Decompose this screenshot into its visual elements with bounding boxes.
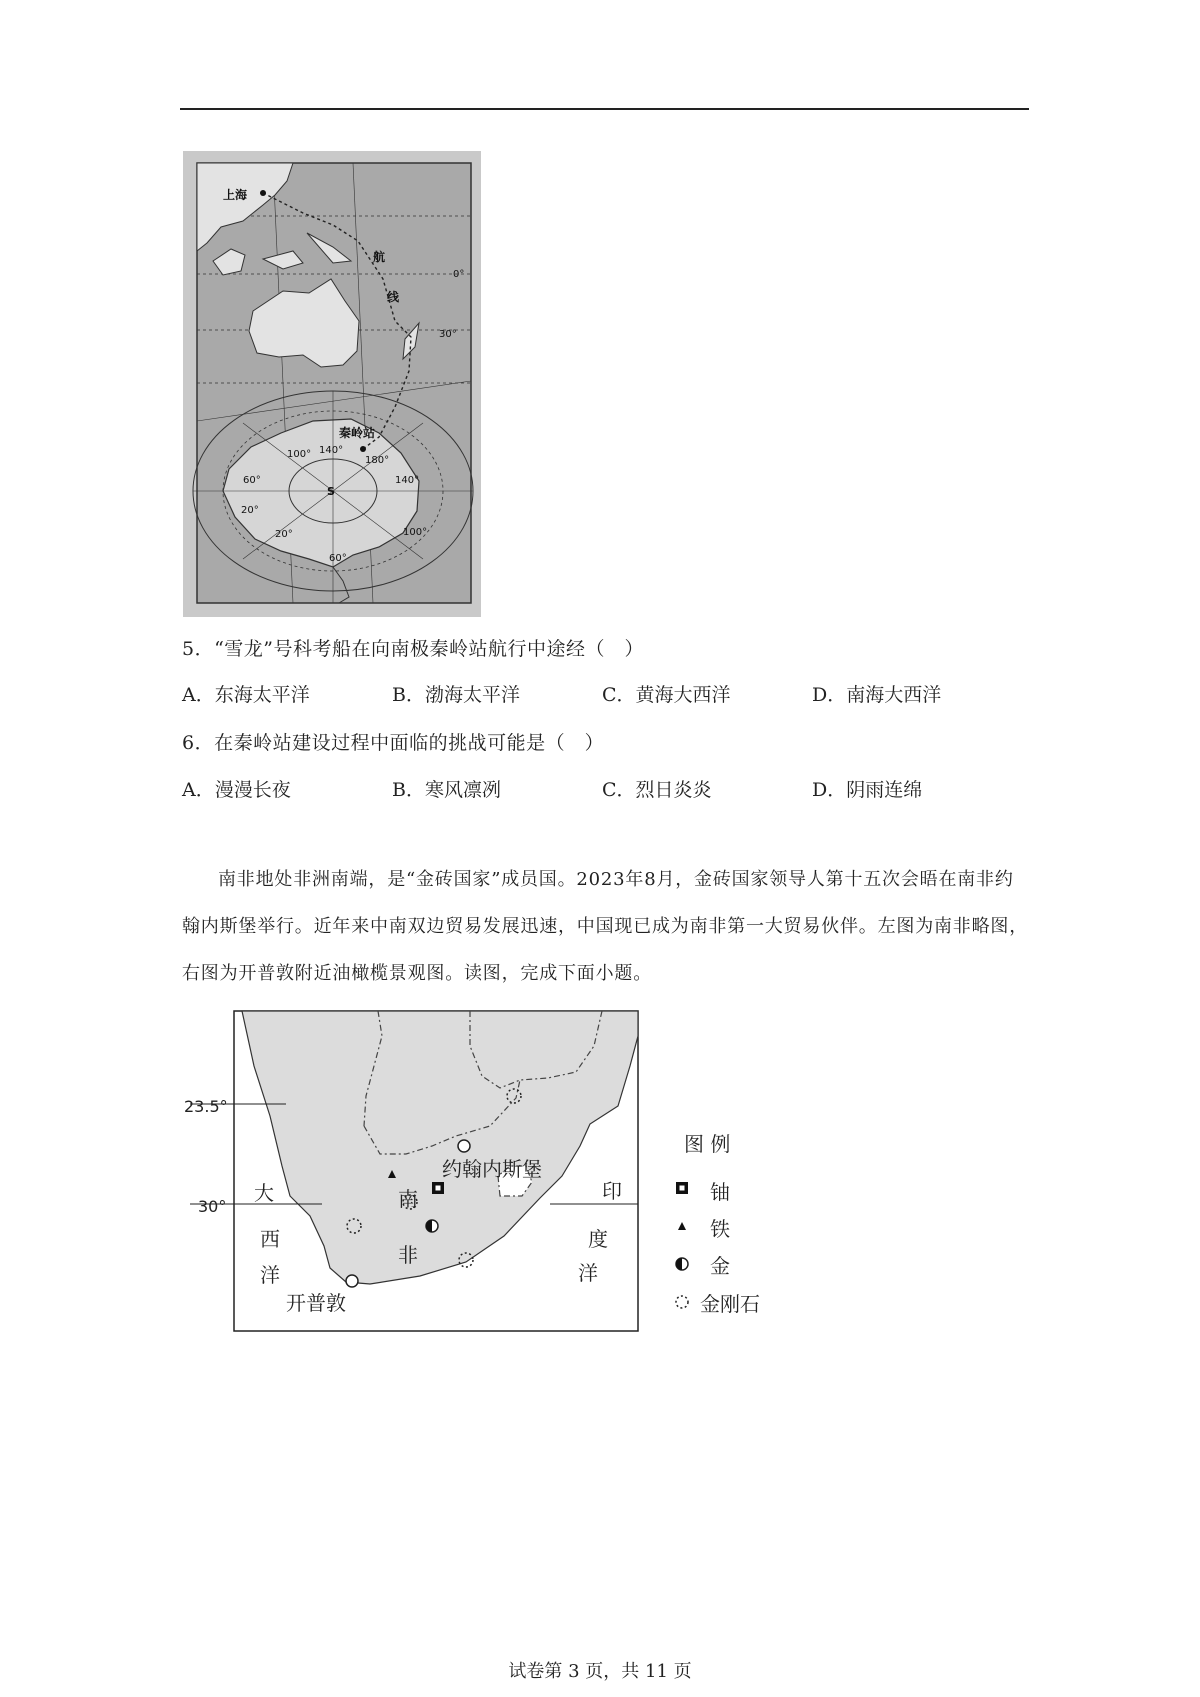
legend-iron-label: 铁	[710, 1217, 730, 1241]
deg140-east-label: 140°	[395, 475, 420, 486]
atlantic-label-3: 洋	[260, 1263, 280, 1287]
south-africa-label-2: 非	[398, 1243, 418, 1267]
atlantic-label-2: 西	[260, 1227, 280, 1251]
south-pole-label: S	[327, 485, 335, 498]
q5-option-d[interactable]: D．南海大西洋	[812, 684, 942, 706]
lat0-label: 0°	[453, 269, 465, 280]
header-rule	[180, 108, 1029, 110]
deg60-south-label: 60°	[329, 553, 347, 564]
deg20-label: 20°	[241, 505, 259, 516]
question-5-stem: 5．“雪龙”号科考船在向南极秦岭站航行中途经（ ）	[182, 638, 645, 660]
route-label-2: 线	[387, 290, 400, 304]
lat-23-5-label: 23.5°	[184, 1097, 228, 1116]
iron-icon	[674, 1218, 690, 1234]
cape-town-marker	[346, 1275, 358, 1287]
legend-uranium-label: 铀	[710, 1180, 730, 1204]
deg60-label: 60°	[243, 475, 261, 486]
gold-icon	[674, 1256, 690, 1272]
station-marker	[360, 446, 366, 452]
q5-option-b[interactable]: B．渤海太平洋	[392, 684, 520, 706]
diamond-icon	[674, 1294, 690, 1310]
south-africa-label-1: 南	[398, 1187, 418, 1211]
q5-option-c[interactable]: C．黄海大西洋	[602, 684, 731, 706]
q5-option-a[interactable]: A．东海太平洋	[182, 684, 310, 706]
passage-text: 南非地处非洲南端，是“金砖国家”成员国。2023年8月，金砖国家领导人第十五次会晤在南非约翰内斯堡举行。近年来中南双边贸易发展迅速，中国现已成为南非第一大贸易伙伴。左图为南非略图，右图为开普敦附近油橄榄景观图。读图，完成下面小题。	[182, 869, 1028, 984]
q6-option-a[interactable]: A．漫漫长夜	[182, 779, 291, 801]
deg100-label: 100°	[287, 449, 312, 460]
lat30-label: 30°	[439, 329, 457, 340]
johannesburg-marker	[458, 1140, 470, 1152]
cape-town-label: 开普敦	[286, 1291, 346, 1315]
shanghai-marker	[260, 190, 266, 196]
uranium-icon	[674, 1180, 690, 1196]
antarctic-route-map	[183, 151, 481, 617]
legend-gold-label: 金	[710, 1254, 730, 1278]
page-footer: 试卷第 3 页，共 11 页	[508, 1661, 692, 1682]
johannesburg-label: 约翰内斯堡	[442, 1157, 542, 1181]
q6-option-d[interactable]: D．阴雨连绵	[812, 779, 923, 801]
indian-ocean-label-2: 度	[588, 1227, 608, 1251]
deg20-south-label: 20°	[275, 529, 293, 540]
q6-option-c[interactable]: C．烈日炎炎	[602, 779, 712, 801]
indian-ocean-label-3: 洋	[578, 1261, 598, 1285]
gold-icon	[426, 1220, 438, 1232]
question-6-stem: 6．在秦岭站建设过程中面临的挑战可能是（ ）	[182, 732, 605, 754]
legend-diamond-label: 金刚石	[700, 1292, 760, 1316]
shanghai-label: 上海	[223, 188, 248, 202]
atlantic-label-1: 大	[254, 1181, 274, 1205]
legend-title: 图 例	[684, 1132, 731, 1156]
station-label: 秦岭站	[339, 426, 376, 440]
deg140-label: 140°	[319, 445, 344, 456]
indian-ocean-label-1: 印	[602, 1179, 622, 1203]
south-africa-map	[170, 1006, 650, 1336]
q6-option-b[interactable]: B．寒风凛冽	[392, 779, 501, 801]
lat-30-label: 30°	[198, 1197, 227, 1216]
deg180-label: 180°	[365, 455, 390, 466]
deg100-east-label: 100°	[403, 527, 428, 538]
route-label-1: 航	[373, 250, 386, 264]
uranium-icon	[432, 1182, 444, 1194]
